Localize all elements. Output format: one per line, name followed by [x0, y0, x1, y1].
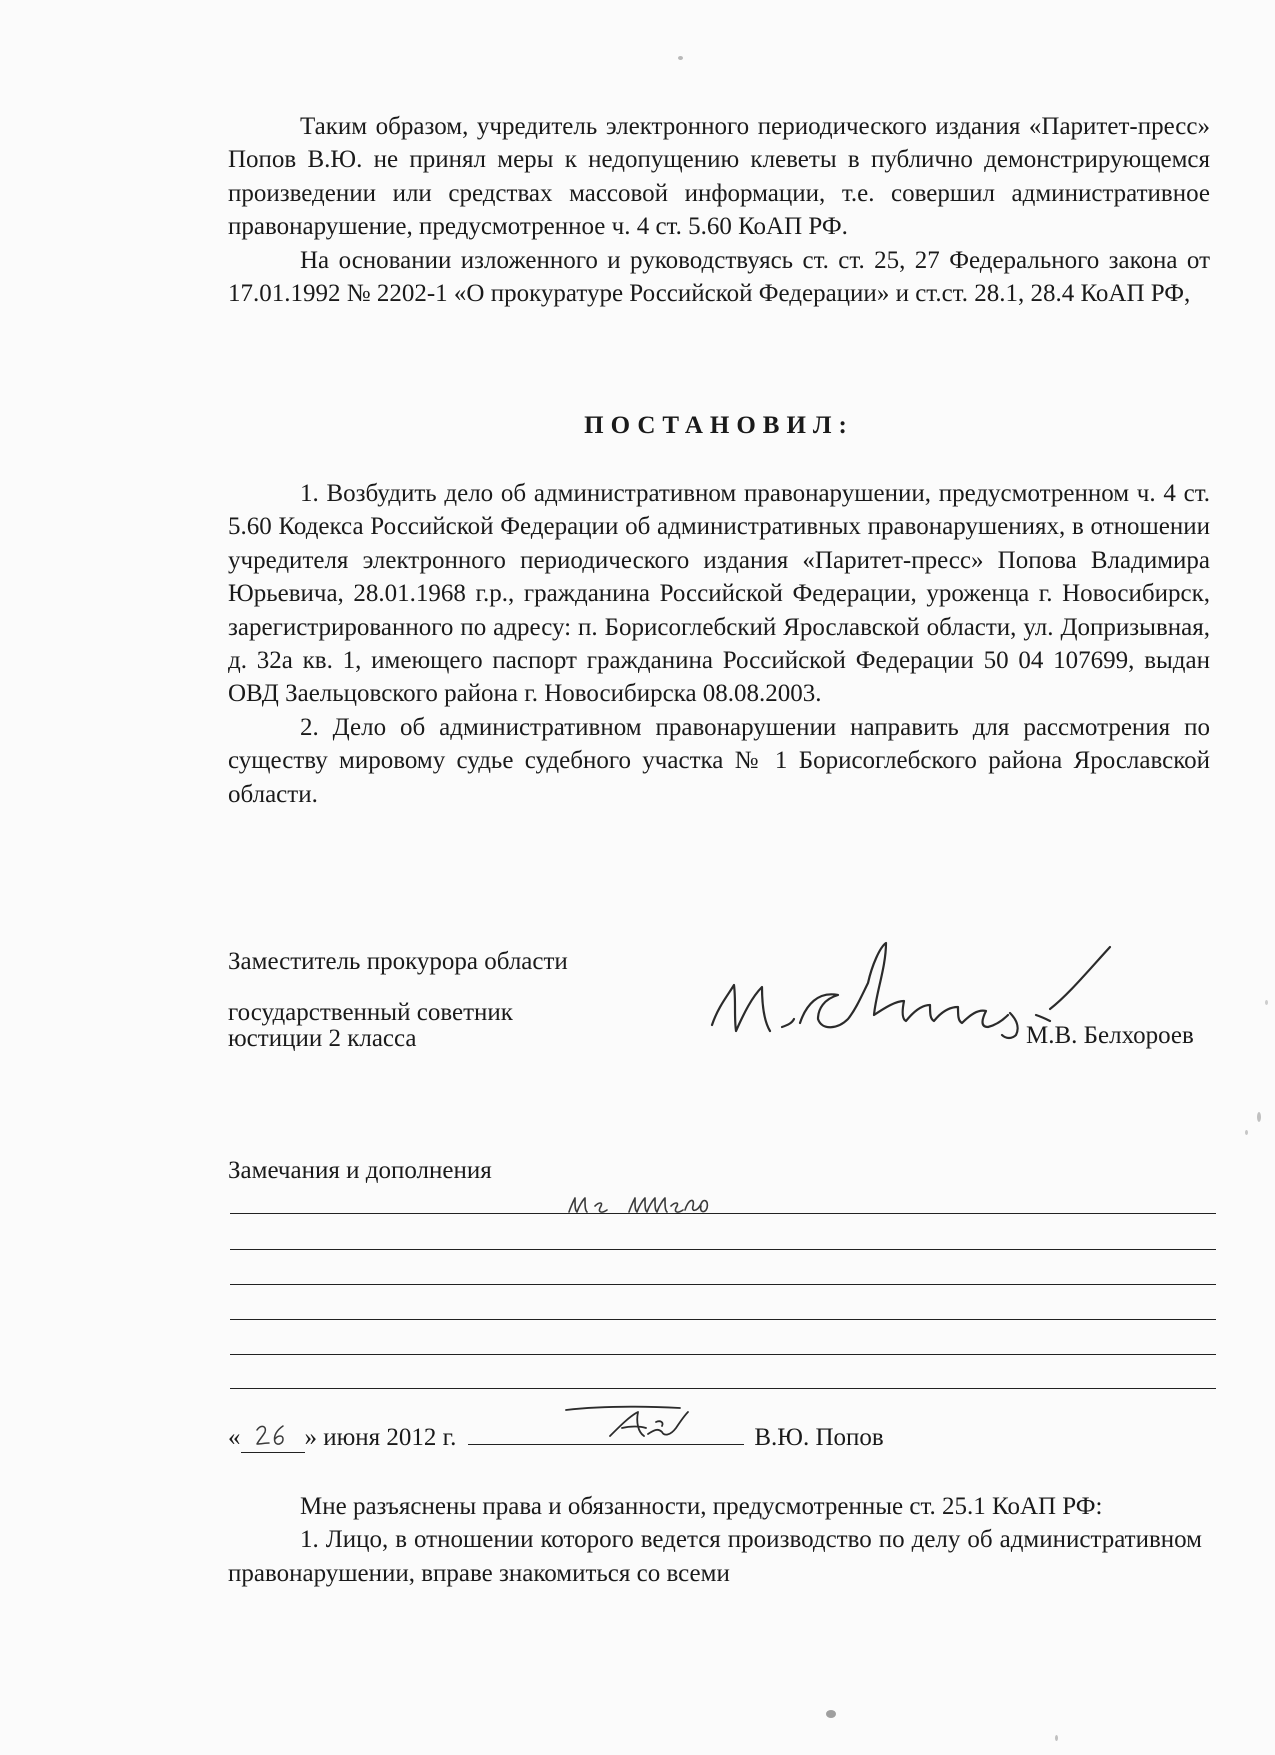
remarks-line-3	[230, 1284, 1216, 1285]
remarks-line-4	[230, 1319, 1216, 1320]
decision-items	[228, 477, 1210, 811]
date-open-quote: «	[228, 1424, 241, 1451]
paragraph-legal-basis: На основании изложенного и руководствуясь ст. ст. 25, 27 Федерального закона от 17.01.1992 № 2202-1 «О прокуратуре Российской Федерации» и ст.ст. 28.1, 28.4 КоАП РФ,	[228, 246, 1210, 308]
remarks-line-6	[230, 1388, 1216, 1389]
signatory-position: Заместитель прокурора области	[228, 948, 568, 975]
remarks-line-2	[230, 1249, 1216, 1250]
remarks-label: Замечания и дополнения	[228, 1157, 492, 1184]
acknowledger-signature	[560, 1392, 710, 1448]
prosecutor-signature	[690, 935, 1150, 1055]
acknowledgement-date-line	[228, 1424, 884, 1453]
intro-text	[228, 110, 1210, 310]
signatory-rank-line-2: юстиции 2 класса	[228, 1025, 417, 1052]
date-day-field	[241, 1424, 305, 1453]
signatory-rank-line-1: государственный советник	[228, 999, 513, 1026]
date-month-year: » июня 2012 г.	[304, 1424, 457, 1451]
rights-text	[228, 1490, 1202, 1590]
remarks-line-5	[230, 1354, 1216, 1355]
rights-intro: Мне разъяснены права и обязанности, предусмотренные ст. 25.1 КоАП РФ:	[300, 1493, 1103, 1520]
decision-item-1: 1. Возбудить дело об административном правонарушении, предусмотренном ч. 4 ст. 5.60 Кодекса Российской Федерации об административных правонарушениях, в отношении учредителя электронного периодического издания «Паритет-пресс» Попова Владимира Юрьевича, 28.01.1968 г.р., гражданина Российской Федерации, уроженца г. Новосибирск, зарегистрированного по адресу: п. Борисоглебский Ярославской области, ул. Допризывная, д. 32а кв. 1, имеющего паспорт гражданина Российской Федерации 50 04 107699, выдан ОВД Заельцовского района г. Новосибирска 08.08.2003.	[228, 480, 1210, 708]
decision-item-2: 2. Дело об административном правонарушении направить для рассмотрения по существу мировому судье судебного участка № 1 Борисоглебского района Ярославской области.	[228, 713, 1210, 808]
handwritten-remark	[565, 1188, 755, 1222]
acknowledger-name: В.Ю. Попов	[754, 1424, 884, 1451]
signatory-name: М.В. Белхороев	[1026, 1022, 1194, 1049]
rights-item-1: 1. Лицо, в отношении которого ведется производство по делу об административном правонарушении, вправе знакомиться со всеми	[228, 1526, 1202, 1587]
decision-title: ПОСТАНОВИЛ:	[584, 412, 854, 439]
paragraph-conclusion: Таким образом, учредитель электронного периодического издания «Паритет-пресс» Попов В.Ю. не принял меры к недопущению клеветы в публично демонстрирующемся произведении или средствах массовой информации, т.е. совершил административное правонарушение, предусмотренное ч. 4 ст. 5.60 КоАП РФ.	[228, 113, 1210, 241]
